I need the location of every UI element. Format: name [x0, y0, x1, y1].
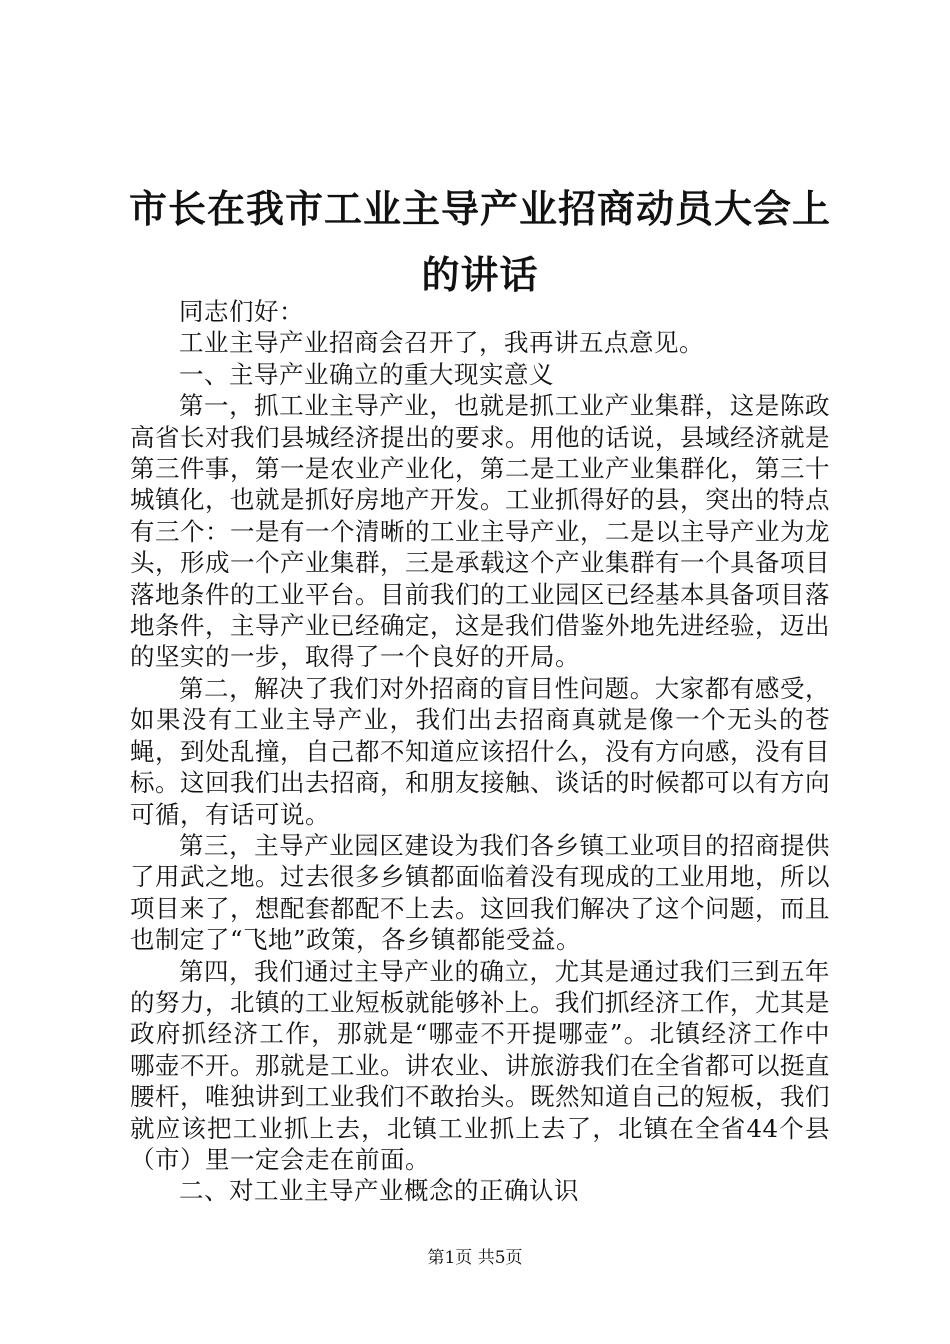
document-title: 市长在我市工业主导产业招商动员大会上的讲话 — [128, 186, 831, 297]
section-heading-1: 一、主导产业确立的重大现实意义 — [179, 359, 554, 389]
paragraph-fourth-point: 第四，我们通过主导产业的确立，尤其是通过我们三到五年的努力，北镇的工业短板就能够补上。我们抓经济工作，尤其是政府抓经济工作，那就是“哪壶不开提哪壶”。北镇经济工作中哪壶不开。那就是工业。讲农业、讲旅游我们在全省都可以挺直腰杆，唯独讲到工业我们不敢抬头。既然知道自己的短板，我们就应该把工业抓上去，北镇工业抓上去了，北镇在全省44个县（市）里一定会走在前面。 — [130, 956, 830, 1174]
intro-paragraph: 工业主导产业招商会召开了，我再讲五点意见。 — [179, 328, 704, 358]
salutation: 同志们好： — [179, 297, 304, 326]
document-body — [130, 296, 830, 1207]
page-footer: 第1页 共5页 — [427, 1248, 523, 1268]
paragraph-first-point: 第一，抓工业主导产业，也就是抓工业产业集群，这是陈政高省长对我们县城经济提出的要求。用他的话说，县域经济就是第三件事，第一是农业产业化，第二是工业产业集群化，第三十城镇化，也就是抓好房地产开发。工业抓得好的县，突出的特点有三个：一是有一个清晰的工业主导产业，二是以主导产业为龙头，形成一个产业集群，三是承载这个产业集群有一个具备项目落地条件的工业平台。目前我们的工业园区已经基本具备项目落地条件，主导产业已经确定，这是我们借鉴外地先进经验，迈出的坚实的一步，取得了一个良好的开局。 — [130, 391, 830, 672]
section-heading-2: 二、对工业主导产业概念的正确认识 — [179, 1176, 579, 1206]
paragraph-third-point: 第三，主导产业园区建设为我们各乡镇工业项目的招商提供了用武之地。过去很多乡镇都面临着没有现成的工业用地，所以项目来了，想配套都配不上去。这回我们解决了这个问题，而且也制定了“飞地”政策，各乡镇都能受益。 — [130, 830, 830, 955]
paragraph-second-point: 第二，解决了我们对外招商的盲目性问题。大家都有感受，如果没有工业主导产业，我们出去招商真就是像一个无头的苍蝇，到处乱撞，自己都不知道应该招什么，没有方向感，没有目标。这回我们出去招商，和朋友接触、谈话的时候都可以有方向可循，有话可说。 — [130, 673, 830, 829]
